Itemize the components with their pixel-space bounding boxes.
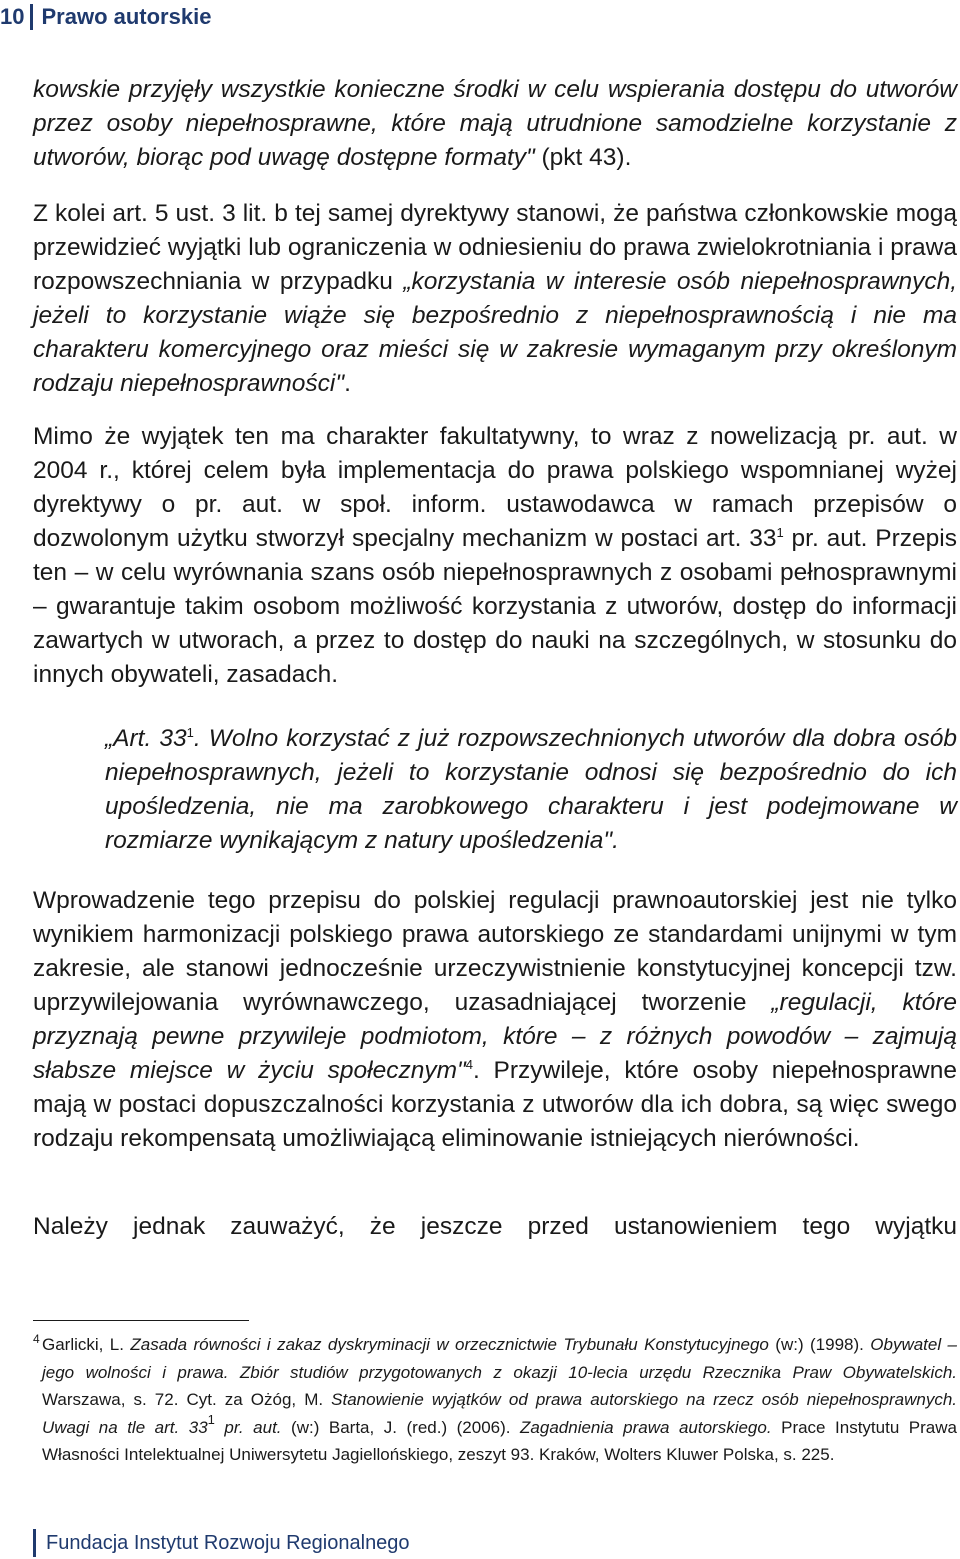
footer-divider bbox=[33, 1529, 36, 1557]
footnote-text: (w:) Barta, J. (red.) (2006). bbox=[281, 1417, 521, 1437]
paragraph-2-italic: „korzystania w interesie osób niepełnosprawnych, jeżeli to korzystanie wiąże się bezpośrednio z niepełnosprawnością i nie ma charakteru komercyjnego oraz mieści się w zakresie wymaganym przy określonym rodzaju niepełnosprawności" bbox=[33, 268, 957, 397]
footnote-text: Warszawa, s. 72. Cyt. za Ożóg, M. bbox=[42, 1390, 332, 1409]
quote-text-b: . Wolno korzystać z już rozpowszechnionych utworów dla dobra osób niepełnosprawnych, jeżeli to korzystanie odnosi się bezpośrednio do ich upośledzenia, nie ma zarobkowego charakteru i jest podejmowane w rozmiarze wynikającym z natury upośledzenia". bbox=[105, 725, 957, 854]
footnote-title: Zagadnienia prawa autorskiego. bbox=[520, 1417, 772, 1437]
footnote-title: Zasada równości i zakaz dyskryminacji w orzecznictwie Trybunału Konstytucyjnego bbox=[130, 1335, 769, 1354]
footnote-ref: 4 bbox=[465, 1057, 473, 1072]
footnote-title: Stanowienie wyjątków od prawa autorskiego na rzecz osób niepełnosprawnych. Uwagi na tle art. 33 bbox=[42, 1390, 957, 1437]
paragraph-5-text: Należy jednak zauważyć, że jeszcze przed ustanowieniem tego wyjątku bbox=[33, 1213, 957, 1240]
paragraph-3-text-a: Mimo że wyjątek ten ma charakter fakultatywny, to wraz z nowelizacją pr. aut. w 2004 r., której celem była implementacja do prawa polskiego wspomnianej wyżej dyrektywy o pr. aut. w społ. inform. ustawodawca w ramach przepisów o dozwolonym użytku stworzył specjalny mechanizm w postaci art. 33 bbox=[33, 423, 957, 552]
footnote-number: 4 bbox=[33, 1332, 40, 1346]
quote-sup: 1 bbox=[186, 725, 194, 740]
paragraph-1-tail: (pkt 43). bbox=[534, 144, 632, 171]
footnote-title: pr. aut. bbox=[214, 1417, 282, 1437]
paragraph-2 bbox=[33, 197, 957, 401]
paragraph-1 bbox=[33, 73, 957, 175]
footer-text: Fundacja Instytut Rozwoju Regionalnego bbox=[46, 1531, 410, 1554]
paragraph-2-tail: . bbox=[344, 370, 351, 397]
footnote-sup: 1 bbox=[207, 1411, 215, 1427]
section-title: Prawo autorskie bbox=[41, 4, 212, 29]
footnote-text: Prace Instytutu Prawa Własności Intelektualnej Uniwersytetu Jagiellońskiego, zeszyt 93. Kraków, Wolters Kluwer Polska, s. 225. bbox=[42, 1417, 957, 1464]
footnote-separator bbox=[33, 1320, 249, 1321]
paragraph-4-text-b: . Przywileje, które osoby niepełnosprawne mają w postaci dopuszczalności korzystania z utworów dla ich dobra, są więc swego rodzaju rekompensatą umożliwiającą eliminowanie istniejących nierówności. bbox=[33, 1057, 957, 1152]
paragraph-4-text-a: Wprowadzenie tego przepisu do polskiej regulacji prawnoautorskiej jest nie tylko wynikiem harmonizacji polskiego prawa autorskiego ze standardami unijnymi w tym zakresie, ale stanowi jednocześnie urzeczywistnienie konstytucyjnej koncepcji tzw. uprzywilejowania wyrównawczego, uzasadniającej tworzenie bbox=[33, 887, 957, 1016]
statute-quote bbox=[105, 722, 957, 858]
footnote-title: Obywatel – jego wolności i prawa. Zbiór studiów przygotowanych z okazji 10-lecia urzędu Rzecznika Praw Obywatelskich. bbox=[42, 1335, 957, 1382]
paragraph-2-text: Z kolei art. 5 ust. 3 lit. b tej samej dyrektywy stanowi, że państwa członkowskie mogą przewidzieć wyjątki lub ograniczenia w odniesieniu do prawa zwielokrotniania i prawa rozpowszechniania w przypadku bbox=[33, 200, 957, 295]
paragraph-3 bbox=[33, 420, 957, 692]
paragraph-3-text-b: pr. aut. Przepis ten – w celu wyrównania szans osób niepełnosprawnych z osobami pełnosprawnymi – gwarantuje takim osobom możliwość korzystania z utworów, dostęp do informacji zawartych w utworach, a przez to dostęp do nauki na szczególnych, w stosunku do innych obywateli, zasadach. bbox=[33, 525, 957, 688]
page-footer bbox=[33, 1528, 410, 1558]
header-divider bbox=[30, 4, 33, 30]
footnote-body bbox=[33, 1331, 957, 1469]
footnote bbox=[33, 1331, 957, 1469]
paragraph-4-italic: „regulacji, które przyznają pewne przywileje podmiotom, które – z różnych powodów – zajmują słabsze miejsce w życiu społecznym" bbox=[33, 989, 957, 1084]
quote-text-a: „Art. 33 bbox=[105, 725, 187, 752]
paragraph-3-sup: 1 bbox=[776, 525, 784, 540]
footnote-text: (w:) (1998). bbox=[768, 1335, 871, 1354]
page-number: 10 bbox=[0, 4, 25, 29]
page-header bbox=[0, 2, 211, 32]
paragraph-1-italic: kowskie przyjęły wszystkie konieczne środki w celu wspierania dostępu do utworów przez osoby niepełnosprawne, które mają utrudnione samodzielne korzystanie z utworów, biorąc pod uwagę dostępne formaty" bbox=[33, 76, 957, 171]
footnote-text: Garlicki, L. bbox=[42, 1335, 131, 1354]
paragraph-4 bbox=[33, 884, 957, 1156]
paragraph-5 bbox=[33, 1210, 957, 1244]
